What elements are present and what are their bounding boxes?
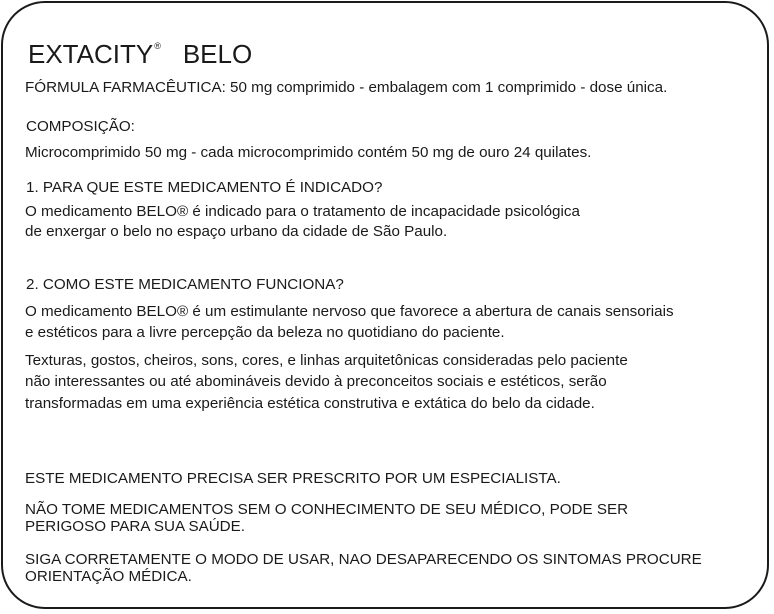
- warning-no-self-medication-line-2: PERIGOSO PARA SUA SAÚDE.: [25, 518, 246, 535]
- product-name: EXTACITY: [28, 39, 154, 69]
- warning-prescription: ESTE MEDICAMENTO PRECISA SER PRESCRITO POR UM ESPECIALISTA.: [25, 470, 561, 487]
- composition-heading: COMPOSIÇÃO:: [26, 118, 135, 135]
- pharmaceutical-formula: FÓRMULA FARMACÊUTICA: 50 mg comprimido - embalagem com 1 comprimido - dose única.: [25, 79, 668, 96]
- section1-line-1: O medicamento BELO® é indicado para o tratamento de incapacidade psicológica: [25, 203, 580, 220]
- warning-follow-usage-line-2: ORIENTAÇÃO MÉDICA.: [25, 568, 192, 585]
- composition-text: Microcomprimido 50 mg - cada microcomprimido contém 50 mg de ouro 24 quilates.: [25, 144, 592, 161]
- section1-line-2: de enxergar o belo no espaço urbano da cidade de São Paulo.: [25, 223, 448, 240]
- section1-heading: 1. PARA QUE ESTE MEDICAMENTO É INDICADO?: [26, 179, 383, 196]
- section2-heading: 2. COMO ESTE MEDICAMENTO FUNCIONA?: [26, 276, 344, 293]
- section2-para1-line-2: e estéticos para a livre percepção da beleza no quotidiano do paciente.: [25, 324, 505, 341]
- product-title: [28, 39, 252, 70]
- warning-follow-usage-line-1: SIGA CORRETAMENTE O MODO DE USAR, NAO DESAPARECENDO OS SINTOMAS PROCURE: [25, 551, 702, 568]
- section2-para2-line-2: não interessantes ou até abomináveis devido à preconceitos sociais e estéticos, serão: [25, 373, 607, 390]
- leaflet-frame: [1, 1, 769, 609]
- section2-para2-line-3: transformadas em uma experiência estética construtiva e extática do belo da cidade.: [25, 395, 595, 412]
- registered-mark: ®: [154, 41, 161, 51]
- warning-no-self-medication-line-1: NÃO TOME MEDICAMENTOS SEM O CONHECIMENTO DE SEU MÉDICO, PODE SER: [25, 501, 629, 518]
- section2-para2-line-1: Texturas, gostos, cheiros, sons, cores, e linhas arquitetônicas consideradas pelo paciente: [25, 352, 628, 369]
- product-variant: BELO: [182, 39, 253, 69]
- section2-para1-line-1: O medicamento BELO® é um estimulante nervoso que favorece a abertura de canais sensoriais: [25, 303, 674, 320]
